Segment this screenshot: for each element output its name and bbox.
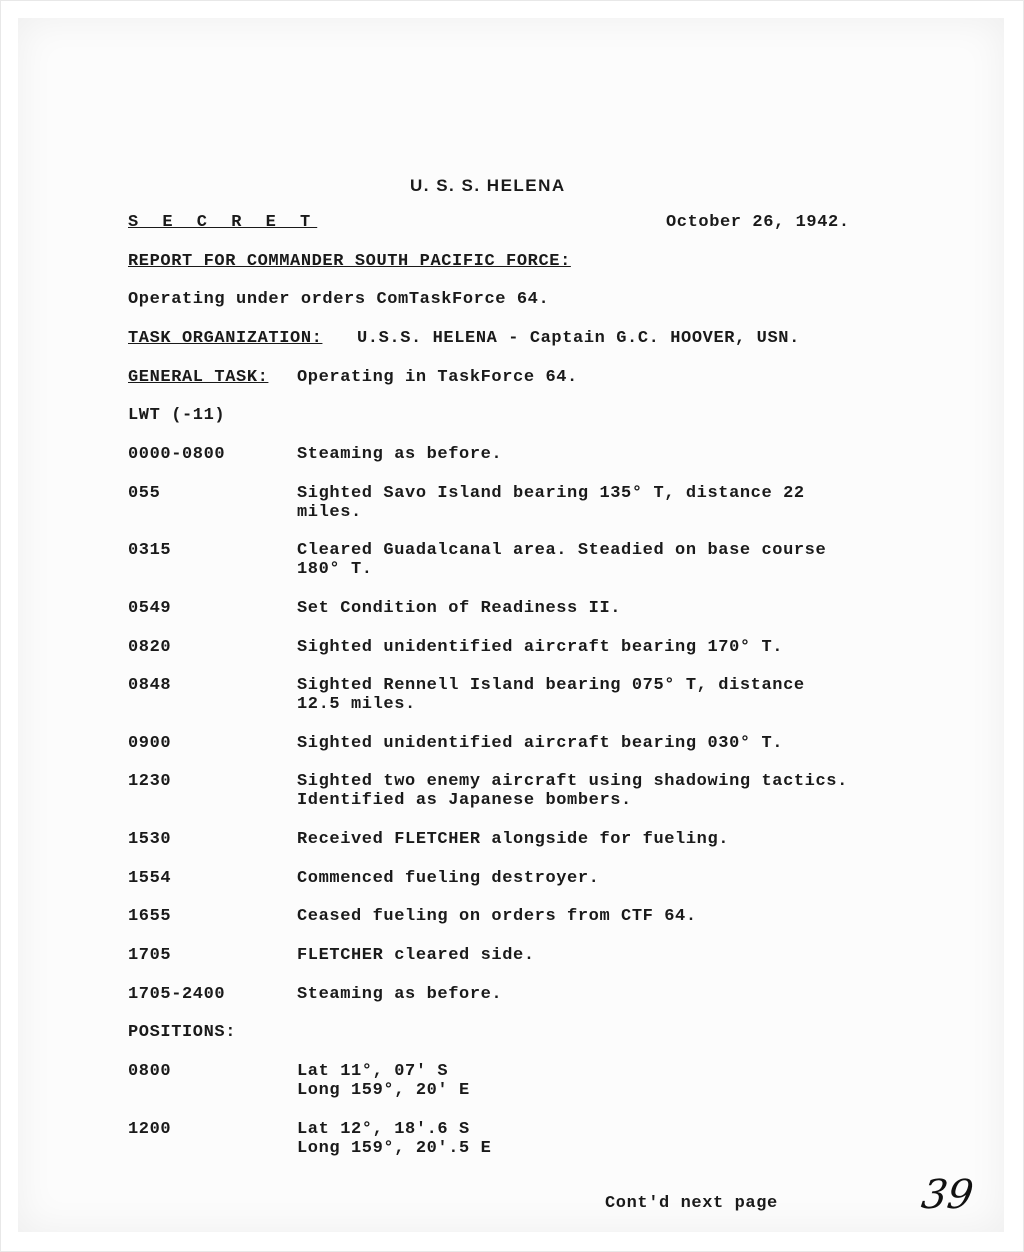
log-time: 055	[128, 484, 161, 503]
log-entry: Sighted unidentified aircraft bearing 030° T.	[297, 734, 784, 753]
log-time: 1655	[128, 907, 172, 926]
continued-note: Cont'd next page	[605, 1194, 778, 1213]
operating-orders: Operating under orders ComTaskForce 64.	[128, 290, 550, 309]
log-entry: Steaming as before.	[297, 985, 503, 1004]
log-time: 1554	[128, 869, 172, 888]
log-time: 1530	[128, 830, 172, 849]
log-time: 1705-2400	[128, 985, 226, 1004]
report-date: October 26, 1942.	[666, 213, 850, 232]
report-recipient: REPORT FOR COMMANDER SOUTH PACIFIC FORCE:	[128, 252, 571, 271]
position-coordinates: Lat 11°, 07' S Long 159°, 20' E	[297, 1062, 470, 1100]
document-title: U. S. S. HELENA	[410, 176, 566, 195]
log-entry: FLETCHER cleared side.	[297, 946, 535, 965]
log-entry: Sighted Savo Island bearing 135° T, distance 22 miles.	[297, 484, 805, 522]
task-organization-label: TASK ORGANIZATION:	[128, 329, 323, 348]
general-task-value: Operating in TaskForce 64.	[297, 368, 578, 387]
position-time: 1200	[128, 1120, 172, 1139]
log-entry: Received FLETCHER alongside for fueling.	[297, 830, 730, 849]
handwritten-page-number: 39	[918, 1172, 977, 1218]
log-entry: Cleared Guadalcanal area. Steadied on base course 180° T.	[297, 541, 827, 579]
log-entry: Commenced fueling destroyer.	[297, 869, 600, 888]
log-time: 0848	[128, 676, 172, 695]
log-time: 1230	[128, 772, 172, 791]
log-entry: Sighted Rennell Island bearing 075° T, distance 12.5 miles.	[297, 676, 805, 714]
log-entry: Set Condition of Readiness II.	[297, 599, 622, 618]
classification-marking: S E C R E T	[128, 213, 318, 232]
positions-heading: POSITIONS:	[128, 1023, 237, 1042]
time-zone: LWT (-11)	[128, 406, 226, 425]
log-entry: Sighted two enemy aircraft using shadowing tactics. Identified as Japanese bombers.	[297, 772, 848, 810]
log-time: 0900	[128, 734, 172, 753]
position-coordinates: Lat 12°, 18'.6 S Long 159°, 20'.5 E	[297, 1120, 492, 1158]
log-entry: Steaming as before.	[297, 445, 503, 464]
log-entry: Sighted unidentified aircraft bearing 170° T.	[297, 638, 784, 657]
log-time: 0315	[128, 541, 172, 560]
position-time: 0800	[128, 1062, 172, 1081]
general-task-label: GENERAL TASK:	[128, 368, 269, 387]
log-time: 1705	[128, 946, 172, 965]
document-page	[18, 18, 1004, 1232]
task-organization-value: U.S.S. HELENA - Captain G.C. HOOVER, USN.	[357, 329, 800, 348]
log-time: 0549	[128, 599, 172, 618]
log-entry: Ceased fueling on orders from CTF 64.	[297, 907, 697, 926]
log-time: 0820	[128, 638, 172, 657]
log-time: 0000-0800	[128, 445, 226, 464]
